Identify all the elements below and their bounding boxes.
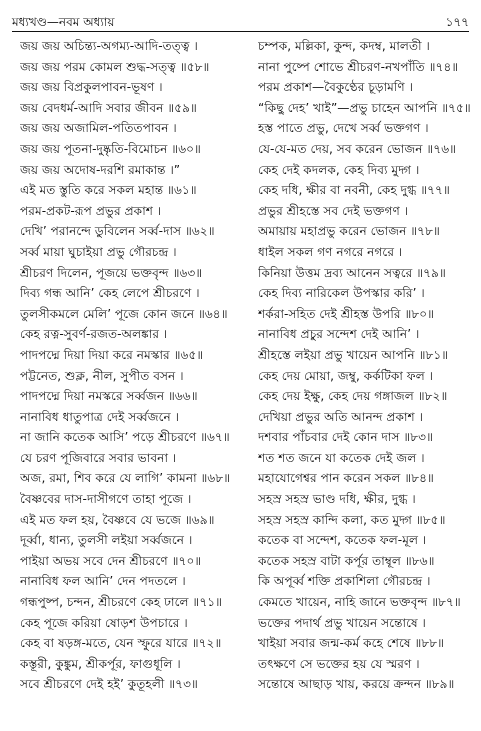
verse-line: জয় জয় বিপ্রকুলপাবন-ভূষণ । [20,80,163,95]
verse-line: জয় জয় অজামিল-পতিতপাবন । [20,121,177,136]
verse-line: পট্টনেত, শুক্ল, নীল, সুপীত বসন । [20,368,184,383]
verse-line: “কিছু দেহ’ খাই”—প্রভু চাহেন আপনি ॥৭৫॥ [258,100,471,115]
verse-line: জয় জয় পরম কোমল শুদ্ধ-সত্ত্ব ॥৫৮॥ [20,59,210,74]
verse-line: পরম-প্রকট-রূপ প্রভুর প্রকাশ । [20,203,162,218]
verse-line: শত শত জনে যা কতেক দেই জল । [258,450,425,465]
verse-line: অজ, রমা, শিব করে যে লাগি’ কামনা ॥৬৮॥ [20,471,231,486]
verse-line: নানাবিধ ফল আনি’ দেন পদতলে । [20,574,186,589]
verse-line: শর্করা-সহিত দেই শ্রীহস্ত উপরি ॥৮০॥ [258,306,435,321]
verse-line: কেহ বা ষড়ঙ্গ-মতে, যেন স্ফুরে যারে ॥৭২॥ [20,636,222,651]
verse-line: সন্তোষে আছাড় খায়, করয়ে ক্রন্দন ॥৮৯॥ [258,677,455,692]
right-verse-column [258,36,472,695]
verse-line: দিব্য গন্ধ আনি’ কেহ লেপে শ্রীচরণে । [20,286,200,301]
verse-line: কতেক বা সন্দেশ, কতেক ফল-মূল । [258,533,427,548]
verse-line: পরম প্রকাশ—বৈকুণ্ঠের চূড়ামণি । [258,80,414,95]
page-header [12,4,469,30]
verse-line: জয় জয় পূতনা-দুষ্কৃতি-বিমোচন ॥৬০॥ [20,141,201,156]
verse-line: নানাবিধ ধাতুপাত্র দেই সর্ব্বজনে । [20,409,180,424]
verse-line: জয় জয় অদোষ-দরশি রমাকান্ত ।” [20,162,181,177]
verse-line: ভক্তের পদার্থ প্রভু খায়েন সন্তোষে । [258,615,426,630]
verse-line: কেহ দেই কদলক, কেহ দিব্য মুদ্গ । [258,162,420,177]
verse-line: বৈষ্ণবের দাস-দাসীগণে তাহা পূজে । [20,492,192,507]
verse-line: কেহ দধি, ক্ষীর বা নবনী, কেহ দুগ্ধ ॥৭৭॥ [258,183,450,198]
verse-line: ধাইল সকল গণ নগরে নগরে । [258,244,403,259]
verse-line: প্রভুর শ্রীহস্তে সব দেই ভক্তগণ । [258,203,409,218]
verse-line: কিনিয়া উত্তম দ্রব্য আনেন সত্বরে ॥৭৯॥ [258,265,446,280]
verse-line: গন্ধপুষ্প, চন্দন, শ্রীচরণে কেহ ঢালে ॥৭১॥ [20,595,223,610]
verse-line: পাদপদ্মে দিয়া নমস্করে সর্ব্বজন ॥৬৬॥ [20,389,198,404]
verse-line: জয় বেদধর্ম-আদি সবার জীবন ॥৫৯॥ [20,100,197,115]
verse-line: সর্ব্ব মায়া ঘুচাইয়া প্রভু গৌরচন্দ্র । [20,244,177,259]
header-rule [12,31,469,32]
verse-line: কেহ দিব্য নারিকেল উপস্কার করি’ । [258,286,425,301]
verse-line: কেহ দেয় ইক্ষু, কেহ দেয় গঙ্গাজল ॥৮২॥ [258,389,448,404]
verse-line: দেখিয়া প্রভুর অতি আনন্দ প্রকাশ । [258,409,423,424]
verse-line: কেহ রত্ন-সুবর্ণ-রজত-অলঙ্কার । [20,327,168,342]
verse-line: চম্পক, মল্লিকা, কুন্দ, কদম্ব, মালতী । [258,39,430,53]
verse-line: সহস্র সহস্র কান্দি কলা, কত মুদ্গ ॥৮৫॥ [258,512,446,527]
verse-line: খাইয়া সবার জন্ম-কর্ম কহে শেষে ॥৮৮॥ [258,636,445,651]
verse-line: না জানি কতেক আসি’ পড়ে শ্রীচরণে ॥৬৭॥ [20,430,230,445]
verse-line: কেহ দেয় মোয়া, জম্বু, কর্কটিকা ফল । [258,368,434,383]
verse-line: যে চরণ পূজিবারে সবার ভাবনা । [20,450,177,465]
verse-line: এই মত স্তুতি করে সকল মহান্ত ॥৬১॥ [20,183,197,198]
verse-line: দূর্ব্বা, ধান্য, তুলসী লইয়া সর্ব্বজনে । [20,533,193,548]
page-number: ১৭৭ [445,15,469,29]
verse-line: তৎক্ষণে সে ভক্তের হয় যে স্মরণ । [258,656,420,671]
verse-line: দশবার পাঁচবার দেই কোন দাস ॥৮৩॥ [258,430,433,445]
verse-line: নানা পুষ্পে শোভে শ্রীচরণ-নখপাঁতি ॥৭৪॥ [258,59,459,74]
verse-line: নানাবিধ প্রচুর সন্দেশ দেই আনি’ । [258,327,420,342]
verse-line: শ্রীচরণ দিলেন, পূজয়ে ভক্তবৃন্দ ॥৬৩॥ [20,265,203,280]
verse-line: সবে শ্রীচরণে দেই হই’ কুতূহলী ॥৭৩॥ [20,677,198,692]
verse-line: শ্রীহস্তে লইয়া প্রভু খায়েন আপনি ॥৮১॥ [258,347,449,362]
verse-line: যে-যে-মত দেয়, সব করেন ভোজন ॥৭৬॥ [258,141,457,156]
verse-line: সহস্র সহস্র ভাণ্ড দধি, ক্ষীর, দুগ্ধ । [258,492,416,507]
verse-line: কি অপূর্ব্ব শক্তি প্রকাশিলা গৌরচন্দ্র । [258,574,431,589]
left-verse-column [20,36,242,695]
verse-line: তুলসীকমলে মেলি’ পূজে কোন জনে ॥৬৪॥ [20,306,228,321]
verse-line: এই মত ফল হয়, বৈষ্ণবে যে ভজে ॥৬৯॥ [20,512,215,527]
verse-line: হস্ত পাতে প্রভু, দেখে সর্ব্ব ভক্তগণ । [258,121,429,136]
verse-line: মহাযোগেশ্বর পান করেন সকল ॥৮৪॥ [258,471,434,486]
verse-line: জয় জয় অচিন্ত্য-অগম্য-আদি-তত্ত্ব । [20,39,198,53]
verse-line: কস্তূরী, কুঙ্কুম, শ্রীকর্পূর, ফাগুধূলি । [20,656,181,671]
verse-line: অমায়ায় মহাপ্রভু করেন ভোজন ॥৭৮॥ [258,224,440,239]
verse-line: কেমতে খায়েন, নাহি জানে ভক্তবৃন্দ ॥৮৭॥ [258,595,461,610]
running-title: মধ্যখণ্ড—নবম অধ্যায় [12,15,115,29]
verse-line: কেহ পূজে করিয়া ষোড়শ উপচারে । [20,615,188,630]
verse-line: পাইয়া অভয় সবে দেন শ্রীচরণে ॥৭০॥ [20,553,202,568]
verse-line: কতেক সহস্র বাটা কর্পূর তাম্বূল ॥৮৬॥ [258,553,435,568]
verse-line: দেখি’ পরানন্দে ডুবিলেন সর্ব্ব-দাস ॥৬২॥ [20,224,215,239]
verse-line: পাদপদ্মে দিয়া দিয়া করে নমস্কার ॥৬৫॥ [20,347,204,362]
